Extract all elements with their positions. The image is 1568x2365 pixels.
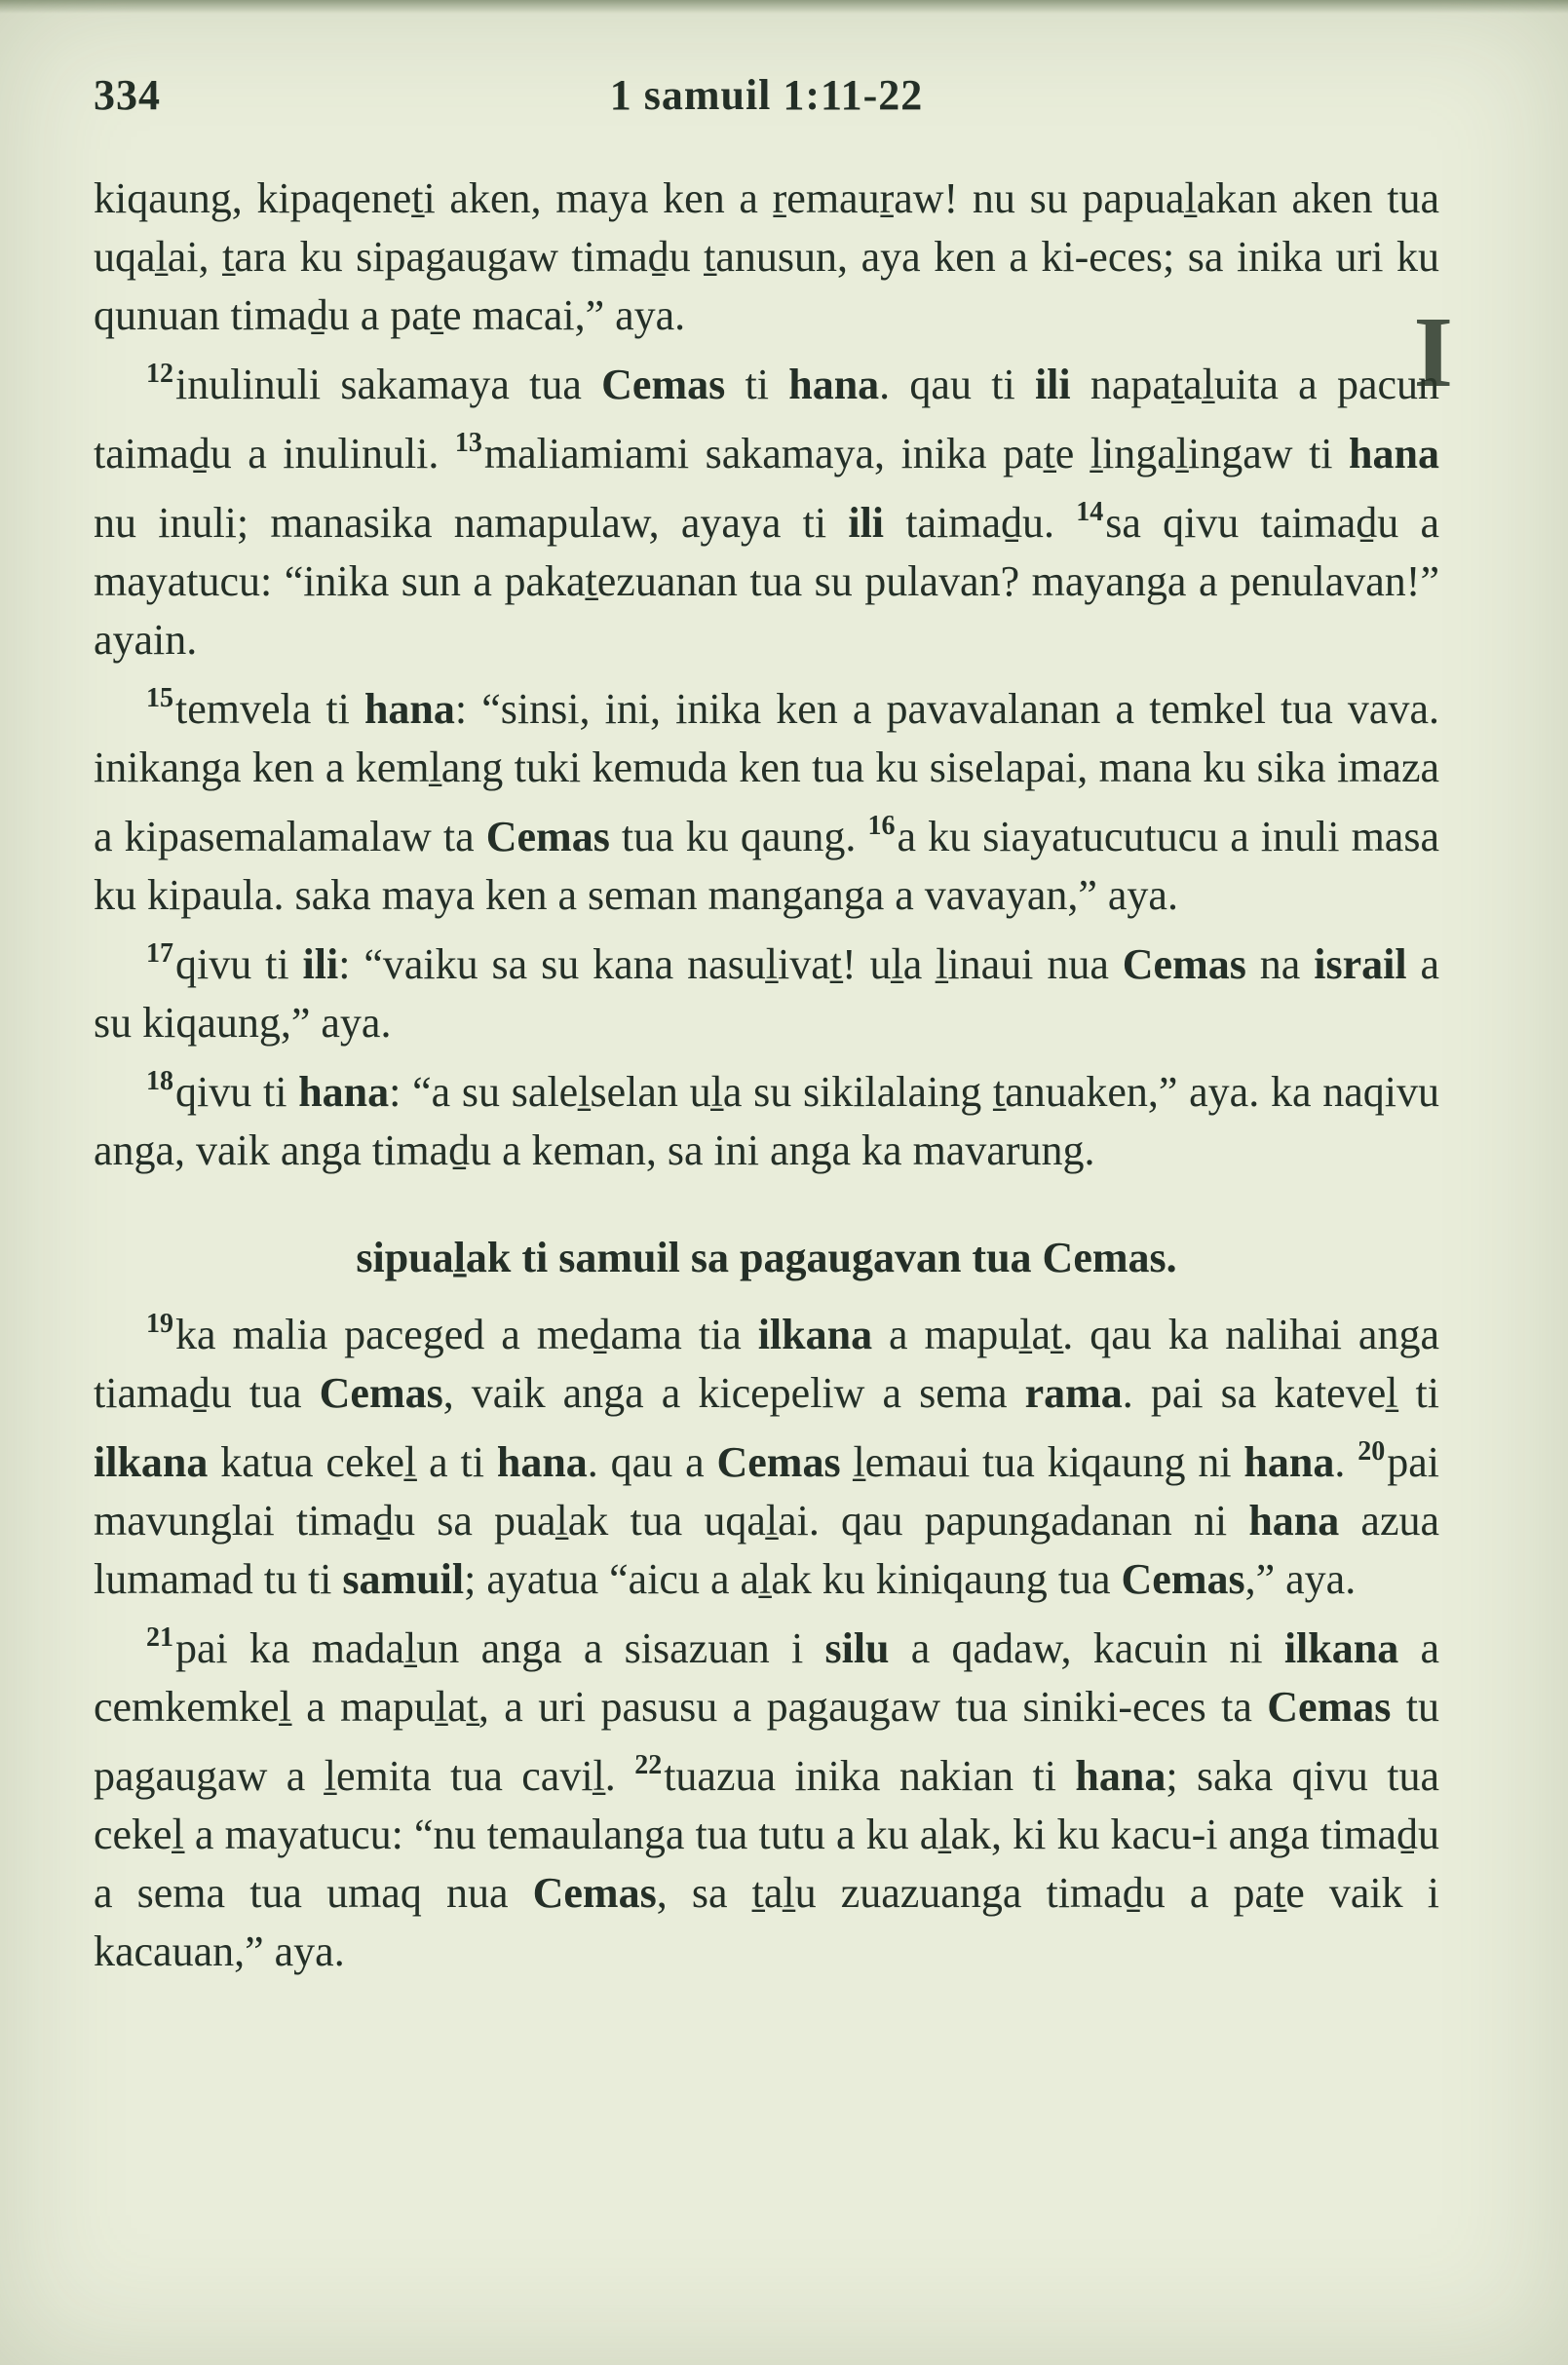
text-run: . qau a bbox=[587, 1438, 717, 1486]
text-run: azua lumamad tu ti bbox=[94, 1497, 1439, 1603]
text-run: Cemas bbox=[485, 813, 610, 860]
text-run: a su kiqaung,” aya. bbox=[94, 940, 1439, 1047]
text-run: qivu ti bbox=[175, 940, 303, 988]
text-run: hana bbox=[1243, 1438, 1335, 1486]
text-run: hana bbox=[363, 685, 455, 733]
text-run: hana bbox=[788, 361, 880, 408]
text-run: ka malia paceged a meḏama tia bbox=[175, 1311, 758, 1358]
text-run: ili bbox=[302, 940, 339, 988]
text-run: Cemas bbox=[1267, 1683, 1392, 1731]
text-run: samuil bbox=[342, 1555, 465, 1603]
text-run: Cemas bbox=[1121, 1555, 1245, 1603]
verse-number: 17 bbox=[146, 938, 173, 969]
text-run: hana bbox=[1248, 1497, 1340, 1545]
text-run: , sa ṯaḻu zuazuanga timaḏu a paṯe vaik i kacauan,” aya. bbox=[94, 1869, 1439, 1975]
page-number: 334 bbox=[94, 71, 161, 119]
running-head: 1 samuil 1:11-22 bbox=[609, 71, 924, 119]
section-heading bbox=[94, 1229, 1439, 1287]
text-run: napaṯaḻuita a pacun taimaḏu a inulinuli. bbox=[94, 361, 1440, 477]
text-run: qivu ti bbox=[175, 1068, 299, 1116]
text-run: , vaik anga a kicepeliw a sema bbox=[442, 1369, 1025, 1417]
paragraph bbox=[94, 1295, 1439, 1609]
paragraph bbox=[94, 170, 1439, 345]
verse-number: 14 bbox=[1076, 497, 1104, 527]
text-run: taimaḏu. bbox=[884, 499, 1077, 547]
text-run: Cemas bbox=[1122, 940, 1246, 988]
text-run: a mapuḻaṯ. qau ka nalihai anga tiamaḏu tua bbox=[94, 1311, 1439, 1417]
verse-number: 22 bbox=[634, 1750, 663, 1780]
text-run: sipuaḻak ti samuil sa pagaugavan tua Cemas. bbox=[356, 1234, 1177, 1281]
text-run: hana bbox=[1075, 1752, 1166, 1800]
verse-number: 18 bbox=[146, 1066, 173, 1096]
text-run: kiqaung, kipaqeneṯi aken, maya ken a ṟemauṟaw! nu su papuaḻakan aken tua uqaḻai, ṯara ku sipagaugaw timaḏu ṯanusun, aya ken a ki-eces; sa inika uri ku qunuan timaḏu a paṯe macai,” aya. bbox=[94, 174, 1439, 339]
text-run: Cemas bbox=[319, 1369, 443, 1417]
text-run: ilkana bbox=[757, 1311, 873, 1358]
page-header bbox=[94, 70, 1439, 131]
text-run: tua ku qaung. bbox=[609, 813, 868, 860]
paragraph bbox=[94, 669, 1439, 925]
text-run: a qadaw, kacuin ni bbox=[889, 1624, 1284, 1672]
paragraph bbox=[94, 345, 1439, 669]
text-run: ; ayatua “aicu a aḻak ku kiniqaung tua bbox=[464, 1555, 1122, 1603]
text-run: tu pagaugaw a ḻemita tua caviḻ. bbox=[94, 1683, 1439, 1800]
text-run: ; saka qivu tua cekeḻ a mayatucu: “nu temaulanga tua tutu a ku aḻak, ki ku kacu-i anga timaḏu a sema tua umaq nua bbox=[94, 1752, 1439, 1917]
text-run: : “vaiku sa su kana nasuḻivaṯ! uḻa ḻinaui nua bbox=[338, 940, 1123, 988]
verse-number: 15 bbox=[146, 683, 173, 713]
verse-number: 19 bbox=[146, 1309, 173, 1339]
text-run: a ku siayatucutucu a inuli masa ku kipaula. saka maya ken a seman manganga a vavayan,” aya. bbox=[94, 813, 1439, 919]
text-run: . bbox=[1334, 1438, 1358, 1486]
text-run: Cemas bbox=[601, 361, 726, 408]
paragraph bbox=[94, 1052, 1439, 1180]
text-run: a cemkemkeḻ a mapuḻaṯ, a uri pasusu a pagaugaw tua siniki-eces ta bbox=[94, 1624, 1440, 1731]
text-run: . qau ti bbox=[879, 361, 1035, 408]
text-run: pai mavunglai timaḏu sa puaḻak tua uqaḻai. qau papungadanan ni bbox=[94, 1438, 1440, 1545]
text-run: . pai sa kateveḻ ti bbox=[1122, 1369, 1439, 1417]
text-run: ti bbox=[725, 361, 789, 408]
verse-number: 13 bbox=[454, 428, 482, 458]
text-run: Cemas bbox=[716, 1438, 841, 1486]
ink-bleed-mark: I bbox=[1413, 296, 1453, 408]
verse-number: 12 bbox=[146, 359, 173, 389]
text-run: maliamiami sakamaya, inika paṯe ḻingaḻingaw ti bbox=[483, 430, 1350, 477]
text-run: hana bbox=[1349, 430, 1439, 477]
text-run: katua cekeḻ a ti bbox=[208, 1438, 497, 1486]
verse-number: 20 bbox=[1358, 1436, 1386, 1467]
text-run: ili bbox=[1034, 361, 1071, 408]
text-run: na bbox=[1245, 940, 1315, 988]
text-run: ilkana bbox=[94, 1438, 209, 1486]
text-run: : “a su saleḻselan uḻa su sikilalaing ṯanuaken,” aya. ka naqivu anga, vaik anga timaḏu a keman, sa ini anga ka mavarung. bbox=[94, 1068, 1439, 1174]
text-run: pai ka madaḻun anga a sisazuan i bbox=[175, 1624, 825, 1672]
verse-number: 16 bbox=[867, 811, 896, 841]
text-run: nu inuli; manasika namapulaw, ayaya ti bbox=[94, 499, 849, 547]
text-run: ḻemaui tua kiqaung ni bbox=[840, 1438, 1244, 1486]
paragraph bbox=[94, 1609, 1439, 1981]
text-run: ili bbox=[848, 499, 885, 547]
text-run: israil bbox=[1314, 940, 1407, 988]
text-run: tuazua inika nakian ti bbox=[664, 1752, 1076, 1800]
verse-number: 21 bbox=[146, 1622, 173, 1653]
text-run: temvela ti bbox=[175, 685, 364, 733]
body-text bbox=[94, 170, 1439, 1981]
text-run: ,” aya. bbox=[1244, 1555, 1357, 1603]
text-run: inulinuli sakamaya tua bbox=[175, 361, 602, 408]
text-run: sa qivu taimaḏu a mayatucu: “inika sun a pakaṯezuanan tua su pulavan? mayanga a penulavan!” ayain. bbox=[94, 499, 1440, 664]
text-run: ilkana bbox=[1283, 1624, 1399, 1672]
paragraph bbox=[94, 925, 1439, 1052]
text-run: hana bbox=[496, 1438, 588, 1486]
text-run: : “sinsi, ini, inika ken a pavavalanan a temkel tua vava. inikanga ken a kemḻang tuki kemuda ken tua ku siselapai, mana ku sika imaza a kipasemalamalaw ta bbox=[94, 685, 1439, 860]
text-run: rama bbox=[1024, 1369, 1123, 1417]
text-run: hana bbox=[298, 1068, 390, 1116]
text-run: Cemas bbox=[532, 1869, 657, 1917]
text-run: silu bbox=[824, 1624, 890, 1672]
